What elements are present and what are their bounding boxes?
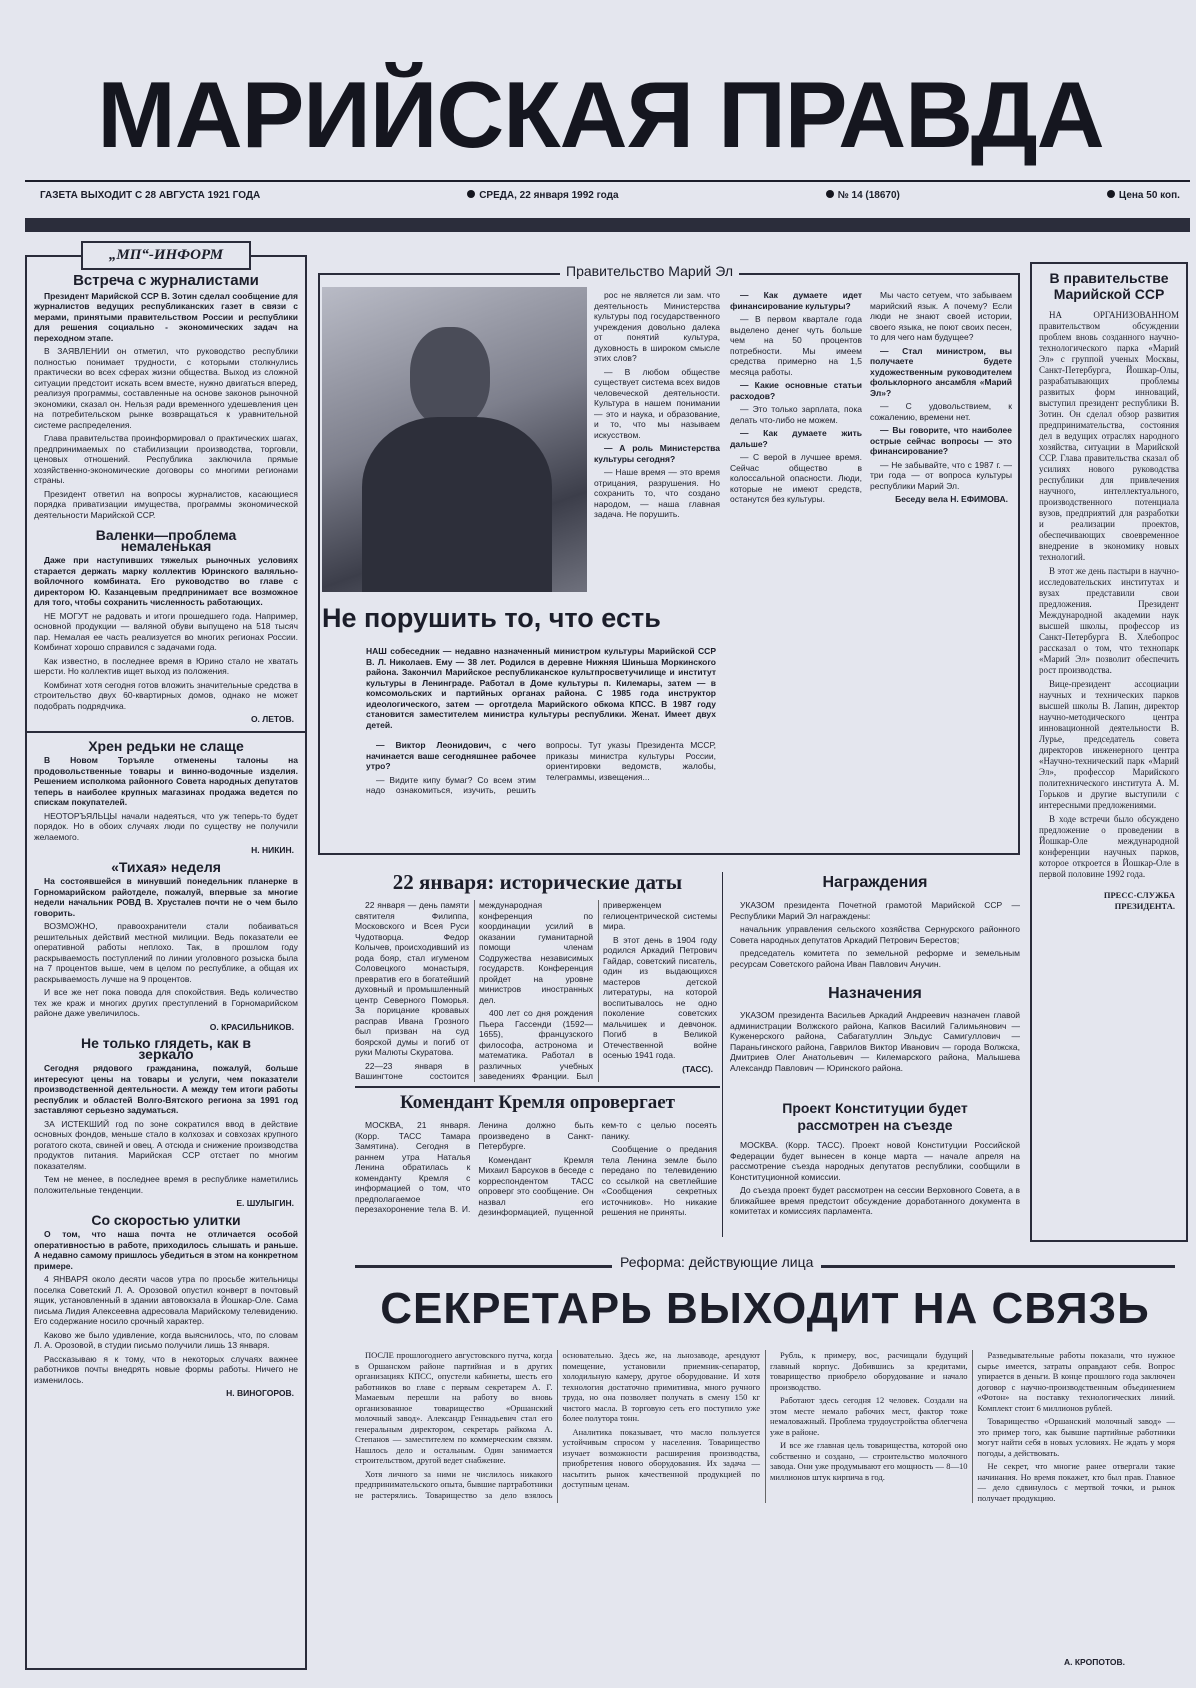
paragraph: — Не забывайте, что с 1987 г. — три года — от вопроса культуры республики Марий Эл. (870, 459, 1012, 491)
paragraph: рос не является ли зам. что деятельность Министерства культуры под государственного учреждения довольно далека от понятий культура, духовность в широком смысле этих слов? (594, 290, 720, 363)
paragraph: НЕОТОРЪЯЛЬЦЫ начали надеяться, что уж теперь-то будет порядок. Но в обоих случаях люди по существу не получили желаемого. (34, 810, 298, 842)
since-label: ГАЗЕТА ВЫХОДИТ С 28 АВГУСТА 1921 ГОДА (40, 190, 261, 201)
article-title: Встреча с журналистами (73, 272, 259, 289)
paragraph: Комбинат хотя сегодня готов вложить значительные средства в строительство двух 60-квартирных домов, однако не может подобрать подрядчика. (34, 679, 298, 711)
paragraph: — Наше время — это время отрицания, разрушения. Но сохранить то, что создано народом, — наша главная задача. Не порушить. (594, 467, 720, 519)
constitution-body (730, 1140, 1020, 1220)
paragraph: НА ОРГАНИЗОВАННОМ правительством обсуждении проблем вновь созданного научно-технологического парка «Марий Эл» с группой ученых Москвы, Санкт-Петербурга, Йошкар-Олы, разрабатывающих проблемы развитых форм инноваций, выступил президент республики В. Зотин. Он сделал обзор развития предпринимательства, состояния дел в ведущих отраслях народного хозяйства, ситуации в Марийской ССР. Глава правительства сказал об усилиях нового руководства республики для привлечения научного, интеллектуального, производственного потенциала вузов, предприятий для разработки и реализации проектов, обеспечивающих своевременное внедрение в экономику новых технологий. (1039, 310, 1179, 562)
byline: А. КРОПОТОВ. (1064, 1657, 1126, 1667)
paragraph: Президент ответил на вопросы журналистов, касающиеся порядка приватизации имущества, программы экономической деятельности Марийской ССР. (34, 488, 298, 520)
paragraph: В ЗАЯВЛЕНИИ он отметил, что руководство республики полностью понимает трудности, с которыми столкнулись практически во всех сферах жизни общества. Выход из сложной ситуации предстоит искать всем вместе, нужно двигаться вперед, реализуя программы, составленные на основе законов рыночной экономики, сказал он. Нельзя ради временного удешевления цен на потребительском рынке возвращаться к уравнительной системе распределения. (34, 346, 298, 430)
paragraph: ВОЗМОЖНО, правоохранители стали побаиваться решительных действий местной милиции. Ведь показатели ее оперативной работы неплохо. Так, в прошлом году раскрываемость поступлений по линии уголовного розыска была на 7 процентов выше, чем в целом по республике, а общая их раскрываемость лучше на 9 процентов. (34, 921, 298, 984)
reform-body (355, 1350, 1175, 1503)
interview-intro: НАШ собеседник — недавно назначенный министром культуры Марийской ССР В. Л. Николаев. Ему — 38 лет. Родился в деревне Нижняя Шиньша Моркинского района. Закончил Марийское республиканское культпросветучилище и институт культуры в Ленинграде. Работал в Доме культуры п. Килемары, затем — в комсомольских и партийных органах района. С 1985 года инструктор идеологического, затем — орготдела Марийского обкома КПСС. В 1987 году становится заместителем министра культуры республики. Женат. Имеет двух детей. (366, 646, 716, 730)
paragraph: — С верой в лучшее время. Сейчас общество в колоссальной опасности. Люди, которые не имеют средств, останутся без культуры. (730, 452, 862, 504)
bullet-icon (467, 190, 475, 198)
price-text: Цена 50 коп. (1118, 190, 1180, 201)
appointments-title: Назначения (828, 985, 922, 1002)
paragraph: ПОСЛЕ прошлогоднего августовского путча, когда в Оршанском районе партийная и в других организациях КПСС, опустели кабинеты, шесть его работников во главе с первым секретарем А. Г. Мамаевым перешли на работу во вновь организованное товарищество «Оршанский молочный завод». Александр Геннадьевич стал его генеральным директором, секретарь райкома А. Степанов — заместителем по коммерческим связям. Нашлось дело и остальным. Один занимается строительством, другой ведет снабжение. (355, 1350, 553, 1465)
paragraph: Хотя личного за ними не числилось никакого предпринимательского опыта, бывшие партработники не растерялись. Товарищество за дело взялось основательно. Здесь же, на льнозаводе, арендуют помещение, установили приемник-сепаратор, холодильную камеру, другое оборудование. И хотя технология достаточно примитивна, много ручного труда, но она позволяет получать в смену 150 кг чистого масла. В торговую сеть его поступило уже более полутора тонн. (355, 1350, 760, 1500)
paragraph: 400 лет со дня рождения Пьера Гассенди (1592—1655), французского философа, астронома и математика. Работал в различных учебных заведениях Франции. Был приверженцем гелиоцентрической системы мира. (479, 900, 717, 1081)
paragraph: председатель комитета по земельной реформе и земельным ресурсам Советского района Иван Павлович Анучин. (730, 948, 1020, 969)
paragraph: Товарищество «Оршанский молочный завод» — это пример того, как бывшие партийные работники могут найти себя в новых условиях. Не ждать у моря погоды, а действовать. (977, 1416, 1175, 1458)
article-lead: Даже при наступивших тяжелых рыночных условиях старается держать марку коллектив Юринского валяльно-войлочного комбината. Его руководство во главе с директором Ю. Казанцевым предпринимает все возможное для того, чтобы сохранить численность работающих. (34, 555, 298, 607)
paragraph: Работают здесь сегодня 12 человек. Создали на этом месте немало рабочих мест, фактор тоже немаловажный. Проблема трудоустройства облегчена уже в районе. (770, 1395, 968, 1437)
article-title: «Тихая» неделя (111, 858, 221, 875)
paragraph: МОСКВА, 21 января. (Корр. ТАСС Тамара Замятина). Сегодня в раннем утра Наталья Ленина обратилась к коменданту Кремля с информацией о том, что предполагаемое перезахоронение тела В. И. Ленина должно быть произведено в Санкт-Петербурге. (355, 1120, 594, 1214)
question: — Вы говорите, что наиболее острые сейчас вопросы — это финансирование? (870, 425, 1012, 456)
issue-text: № 14 (18670) (837, 190, 900, 201)
paragraph: НЕ МОГУТ не радовать и итоги прошедшего года. Например, основной продукции — валяной обуви выпущено на 518 тысяч пар. Немалая ее часть реализуется во многих регионах России. Комбинат хорошо справился с задачами года. (34, 610, 298, 652)
kremlin-title: Комендант Кремля опровергает (399, 1092, 676, 1113)
paragraph: Каково же было удивление, когда выяснилось, что, по словам Л. А. Орозовой, в студии письмо получили лишь 13 января. (34, 1329, 298, 1350)
interview-column (730, 290, 862, 508)
price-label (1107, 190, 1180, 201)
paragraph: Вице-президент ассоциации научных и технических парков высшей школы В. Лапин, директор научно-методического центра инновационной деятельности В. Лурье, председатель совета директоров инженерного центра «Научно-технический парк «Марий Эл», профессор Марийского политехнического института А. М. Горьков и другие выступили с интересными предложениями. (1039, 679, 1179, 810)
byline: Беседу вела Н. ЕФИМОВА. (895, 494, 1008, 504)
paragraph: Сообщение о предания тела Ленина земле было передано по телевидению со ссылкой на светлейшие «Сообщения секретных источников». Но никакие решения не приняты. (601, 1144, 717, 1217)
interview-column (594, 290, 720, 523)
paragraph: начальник управления сельского хозяйства Сернурского районного Совета народных депутатов Аркадий Петрович Берестов; (730, 924, 1020, 945)
paragraph: 22 января — день памяти святителя Филиппа, Московского и Всея Руси Чудотворца. Федор Колычев, происходивший из рода бояр, стал игуменом Соловецкого монастыря, превратив его в богатейший духовный и промышленный центр Северного Поморья. За порицание кровавых расправ Ивана Грозного был призван на суд боярской думы и погиб от руки Малюты Скуратова. (355, 900, 469, 1057)
right-column (1030, 262, 1188, 1242)
paragraph: Комендант Кремля Михаил Барсуков в беседе с корреспондентом ТАСС опроверг это сообщение. Он назвал его дезинформацией, пущенной кем-то с целью посеять панику. (478, 1120, 717, 1217)
paragraph: Аналитика показывает, что масло пользуется устойчивым спросом у населения. Товарищество изучает возможности расширения производства, приобретения нового оборудования. Их задача — насытить рынок качественной продукцией по доступным ценам. (562, 1426, 760, 1489)
rubric-government: Правительство Марий Эл (560, 263, 739, 279)
article-title: Валенки—проблема немаленькая (95, 527, 237, 554)
paragraph: В этот день в 1904 году родился Аркадий Петрович Гайдар, советский писатель, один из выдающихся мастеров детской литературы, на которой воспитывалось не одно поколение советских мальчишек и девчонок. Погиб в Великой Отечественной войне осенью 1941 года. (603, 934, 717, 1060)
awards-body (730, 900, 1020, 972)
newspaper-masthead: МАРИЙСКАЯ ПРАВДА (97, 62, 1104, 167)
paragraph: Рассказываю я к тому, что в некоторых случаях важнее работников почты внедрять новые формы работы. Ничего не изменилось. (34, 1353, 298, 1385)
bullet-icon (826, 190, 834, 198)
paragraph: Как известно, в последнее время в Юрино стало не хватать шерсти. Но коллектив ищет выход из положения. (34, 655, 298, 676)
right-title: В правительстве Марийской ССР (1049, 270, 1169, 302)
question: — А роль Министерства культуры сегодня? (594, 443, 720, 464)
paragraph: ЗА ИСТЕКШИЙ год по зоне сократился ввод в действие основных фондов, меньше стало в колхозах и совхозах крупного рогатого скота, свиней и овец. А отсюда и снижение производства продуктов питания. Марийская ССР отстает по многим показателям. (34, 1118, 298, 1171)
byline: Е. ШУЛЫГИН. (236, 1198, 294, 1208)
left-articles (27, 272, 305, 1399)
paragraph: — Это только зарплата, пока делать что-либо не можем. (730, 404, 862, 425)
article-lead: Сегодня рядового гражданина, пожалуй, больше интересуют цены на товары и услуги, чем показатели производственной деятельности. А между тем итоги работы республик и областей Волго-Вятского региона за 1991 год заставляют серьезно задуматься. (34, 1063, 298, 1115)
left-info-column (25, 247, 307, 1670)
question: — Какие основные статьи расходов? (730, 380, 862, 401)
paragraph: — В любом обществе существует система всех видов человеческой деятельности. Культура в нашем понимании — это и наука, и образование, и то, что мы называем искусством. (594, 366, 720, 440)
byline: ПРЕСС-СЛУЖБА ПРЕЗИДЕНТА. (1103, 890, 1175, 911)
paragraph: 4 ЯНВАРЯ около десяти часов утра по просьбе жительницы поселка Советский Л. А. Орозовой опустил конверт в почтовый ящик, установленный в здании автовокзала в Йошкар-Оле. Сама письма Лидия Алексеевна адресовала Марийскому телевидению. Его содержание носило срочный характер. (34, 1274, 298, 1326)
article-title: Не только глядеть, как в зеркало (81, 1035, 251, 1062)
byline: Н. НИКИН. (251, 845, 294, 855)
dates-body (355, 900, 717, 1082)
paragraph: УКАЗОМ президента Васильев Аркадий Андреевич назначен главой администрации Волжского района, Капков Василий Галимьянович — Куженерского района, Сабагатуллин Эльдус Самигуллович — Параньгинского района, Гаврилов Виктор Иванович — города Волжска, Дмитриев Олег Анатольевич — Килемарского района, Малышева Александр Павлович — Юринского района. (730, 1010, 1020, 1073)
awards-title: Награждения (822, 874, 928, 891)
paragraph: Не секрет, что многие ранее отвергали такие начинания. Но время покажет, кто был прав. Главное — дело сдвинулось с мертвой точки, и рынок получает продукцию. (977, 1461, 1175, 1503)
byline: О. ЛЕТОВ. (250, 714, 294, 724)
divider (355, 1086, 720, 1088)
paragraph: — В первом квартале года выделено денег чуть больше чем на 50 процентов потребности. Мы имеем средства примерно на 1,5 месяца работы. (730, 314, 862, 377)
constitution-title: Проект Конституции будет рассмотрен на съезде (782, 1100, 968, 1133)
answer: — Видите кипу бумаг? Со всем этим надо ознакомиться, изучить, решить вопросы. Тут указы Президента МССР, приказы министра культуры России, ориентировки ведомств, жалобы, телеграммы, извещения... (366, 740, 716, 795)
paragraph: В ходе встречи было обсуждено предложение о проведении в Йошкар-Оле международной конференции научных парков, которое откроется в Йошкар-Оле в первой половине 1992 года. (1039, 814, 1179, 879)
bullet-icon (1107, 190, 1115, 198)
interview-start (366, 740, 716, 796)
appointments-body (730, 1010, 1020, 1076)
question: — Как думаете идет финансирование культуры? (730, 290, 862, 311)
paragraph: Глава правительства проинформировал о практических шагах, предпринимаемых по стабилизации производства, торговли, ценовых отношений. Республика заключила прямые хозяйственно-экономические договоры со многими регионами страны. (34, 433, 298, 485)
question: — Виктор Леонидович, с чего начинается ваше сегодняшнее рабочее утро? (366, 740, 536, 771)
article-title: Со скоростью улитки (91, 1211, 241, 1228)
dates-title: 22 января: исторические даты (392, 870, 683, 894)
divider (722, 872, 723, 1237)
rubric-reform: Реформа: действующие лица (612, 1254, 821, 1270)
date-label (467, 190, 618, 201)
date-text: СРЕДА, 22 января 1992 года (479, 190, 619, 201)
rubric-mp-inform: „МП“-ИНФОРМ (81, 241, 251, 270)
masthead-thick-bar (25, 218, 1190, 232)
paragraph: В Новом Торъяле отменены талоны на продовольственные товары и винно-водочные изделия. Решением исполкома районного Совета народных депутатов теперь в наиболее крупных магазинах продажа ведется по спискам покупателей. (34, 755, 298, 807)
question: — Как думаете жить дальше? (730, 428, 862, 449)
paragraph: УКАЗОМ президента Почетной грамотой Марийской ССР — Республики Марий Эл награждены: (730, 900, 1020, 921)
article-lead: О том, что наша почта не отличается особой оперативностью в работе, приходилось слышать и раньше. А недавно самому пришлось убедиться в этом на конкретном примере. (34, 1229, 298, 1271)
byline: (ТАСС). (682, 1063, 713, 1074)
paragraph: Мы часто сетуем, что забываем марийский язык. А почему? Если люди не знают своей истории, своего языка, не поют своих песен, то для чего нам будущее? (870, 290, 1012, 342)
paragraph: И все же нет пока повода для спокойствия. Ведь количество тех же краж и многих других преступлений в Горномарийском районе даже увеличилось. (34, 987, 298, 1018)
kremlin-body (355, 1120, 717, 1218)
article-lead: Президент Марийской ССР В. Зотин сделал сообщение для журналистов ведущих республиканских газет в связи с мерами, принятыми правительством России и республики для решения социально - экономических задач на переходном этапе. (34, 290, 298, 343)
paragraph: До съезда проект будет рассмотрен на сессии Верховного Совета, а в ближайшее время предстоит обсуждение доработанного документа в комитетах и комиссиях парламента. (730, 1185, 1020, 1216)
interview-headline: Не порушить то, что есть (322, 603, 661, 633)
minister-photo (322, 287, 587, 592)
masthead-rule (25, 180, 1190, 182)
paragraph: И все же главная цель товарищества, которой оно собственно и создано, — строительство молочного завода. Они уже продумывают его мощность — 8—10 миллионов штук кирпича в год. (770, 1440, 968, 1482)
paragraph: 22—23 января в Вашингтоне состоится международная конференция по координации усилий в оказании гуманитарной помощи членам Содружества независимых государств. Конференция пройдет на уровне министров иностранных дел. (355, 900, 593, 1081)
byline: О. КРАСИЛЬНИКОВ. (209, 1021, 294, 1032)
paragraph: В этот же день пастыри в научно-исследовательских институтах и вузах представили свои предложения. Президент Международной академии наук высшей школы, профессор из Санкт-Петербурга В. Хлебопрос рассказал о том, что технопарк «Марий Эл» позволит обеспечить рост производства. (1039, 566, 1179, 675)
issue-info-bar (40, 190, 1180, 201)
reform-headline: СЕКРЕТАРЬ ВЫХОДИТ НА СВЯЗЬ (380, 1284, 1150, 1333)
issue-number (826, 190, 900, 201)
paragraph: На состоявшейся в минувший понедельник планерке в Горномарийском райотделе, пожалуй, впервые за многие недели начальник РОВД В. Хрусталев почти не о чем было говорить. (34, 876, 298, 918)
paragraph: МОСКВА. (Корр. ТАСС). Проект новой Конституции Российской Федерации будет вынесен в конце марта — начале апреля на рассмотрение съезда народных депутатов республики, сообщили в Конституционной комиссии. (730, 1140, 1020, 1182)
paragraph: Разведывательные работы показали, что нужное сырье имеется, затраты оправдают себя. Вопрос упирается в деньги. В конце прошлого года заключен договор с научно-производственным объединением «Фотон» на поставку технологических линий. Комплект стоит 6 миллионов рублей. (977, 1350, 1175, 1413)
paragraph: — С удовольствием, к сожалению, времени нет. (870, 401, 1012, 422)
paragraph: Рубль, к примеру, вос, расчищали будущий главный корпус. Добившись за кредитами, товарищество приобрело оборудование и начало производство. (770, 1350, 968, 1392)
byline: Н. ВИНОГОРОВ. (226, 1388, 294, 1398)
interview-column (870, 290, 1012, 511)
paragraph: Тем не менее, в последнее время в республике наметились положительные тенденции. (34, 1174, 298, 1195)
right-body (1039, 310, 1179, 912)
article-title: Хрен редьки не слаще (88, 737, 244, 754)
question: — Стал министром, вы получаете будете художественным руководителем фольклорного ансамбля «Марий Эл»? (870, 345, 1012, 398)
